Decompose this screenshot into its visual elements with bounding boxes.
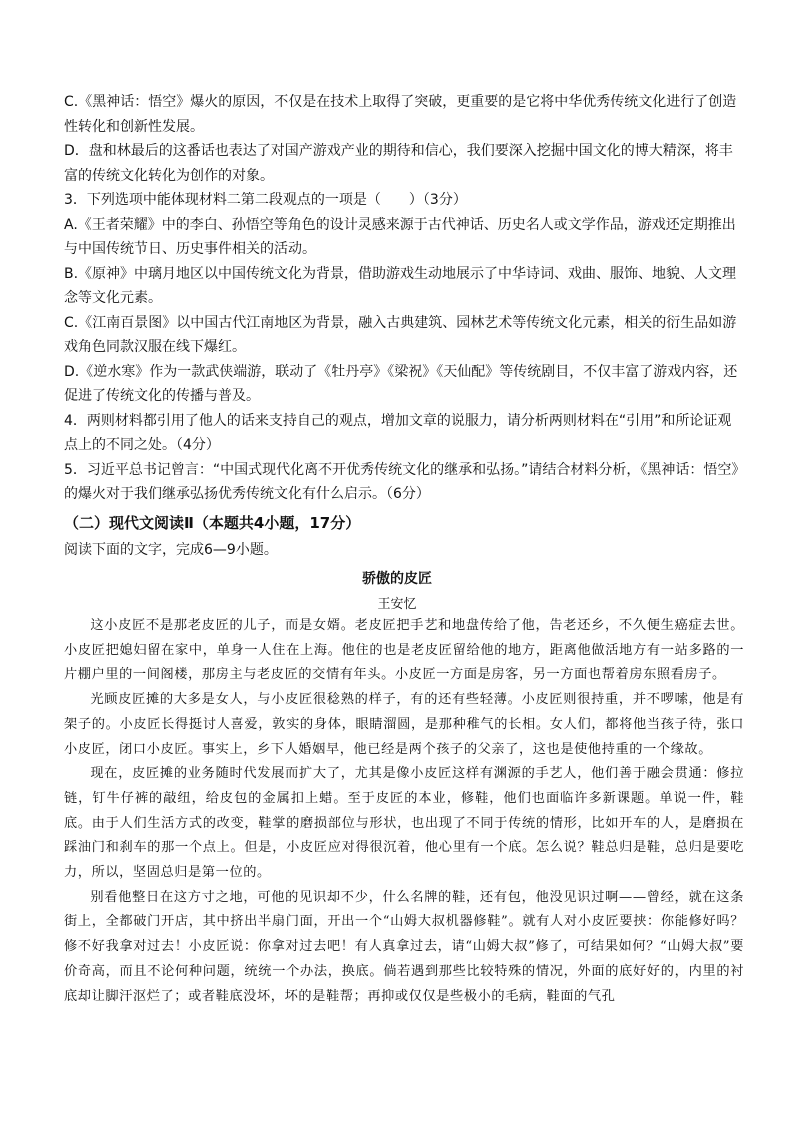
story-author: 王安忆	[377, 597, 417, 612]
story-paragraph: 这小皮匠不是那老皮匠的儿子，而是女婿。老皮匠把手艺和地盘传给了他，告老还乡，不久便生癌症去世。小皮匠把媳妇留在家中，单身一人住在上海。他住的也是老皮匠留给他的地方，距离他做活地方有一站多路的一片棚户里的一间阁楼，那房主与老皮匠的交情有年头。小皮匠一方面是房客，另一方面也帮着房东照看房子。	[64, 618, 744, 683]
section-intro: 阅读下面的文字，完成6—9小题。	[64, 542, 278, 558]
q3-option-c: C.《江南百景图》以中国古代江南地区为背景，融入古典建筑、园林艺术等传统文化元素，相关的衍生品如游戏角色同款汉服在线下爆红。	[64, 314, 737, 355]
q4: 4．两则材料都引用了他人的话来支持自己的观点，增加文章的说服力，请分析两则材料在“引用”和所论证观点上的不同之处。（4分）	[64, 412, 732, 453]
q3-option-d: D.《逆水寒》作为一款武侠端游，联动了《牡丹亭》《梁祝》《天仙配》等传统剧目，不仅丰富了游戏内容，还促进了传统文化的传播与普及。	[64, 363, 738, 404]
q5: 5．习近平总书记曾言：“中国式现代化离不开优秀传统文化的继承和弘扬。”请结合材料分析，《黑神话：悟空》的爆火对于我们继承弘扬优秀传统文化有什么启示。（6分）	[64, 461, 739, 502]
story-paragraph: 现在，皮匠摊的业务随时代发展而扩大了，尤其是像小皮匠这样有渊源的手艺人，他们善于融会贯通：修拉链，钉牛仔裤的敲纽，给皮包的金属扣上蜡。至于皮匠的本业，修鞋，他们也面临许多新课题。单说一件，鞋底。由于人们生活方式的改变，鞋掌的磨损部位与形状，也出现了不同于传统的情形，比如开车的人，是磨损在踩油门和刹车的那一个点上。但是，小皮匠应对得很沉着，他心里有一个底。怎么说？鞋总归是鞋，总归是要吃力，所以，坚固总归是第一位的。	[64, 766, 744, 881]
story-title: 骄傲的皮匠	[362, 571, 432, 587]
q2-option-d: D．盘和林最后的这番话也表达了对国产游戏产业的期待和信心，我们要深入挖掘中国文化的博大精深，将丰富的传统文化转化为创作的对象。	[64, 143, 733, 184]
q3-option-a: A.《王者荣耀》中的李白、孙悟空等角色的设计灵感来源于古代神话、历史名人或文学作品，游戏还定期推出与中国传统节日、历史事件相关的活动。	[64, 216, 736, 257]
story-paragraph: 光顾皮匠摊的大多是女人，与小皮匠很稔熟的样子，有的还有些轻薄。小皮匠则很持重，并不啰嗦，他是有架子的。小皮匠长得挺讨人喜爱，敦实的身体，眼睛溜圆，是那种稚气的长相。女人们，都将他当孩子待，张口小皮匠，闭口小皮匠。事实上，乡下人婚姻早，他已经是两个孩子的父亲了，这也是使他持重的一个缘故。	[64, 692, 744, 757]
story-body	[64, 614, 744, 1009]
q3-option-b: B.《原神》中璃月地区以中国传统文化为背景，借助游戏生动地展示了中华诗词、戏曲、服饰、地貌、人文理念等文化元素。	[64, 265, 737, 306]
section-title: （二）现代文阅读Ⅱ（本题共4小题，17分）	[64, 514, 361, 532]
q2-option-c: C.《黑神话：悟空》爆火的原因，不仅是在技术上取得了突破，更重要的是它将中华优秀传统文化进行了创造性转化和创新性发展。	[64, 94, 737, 135]
story-paragraph: 别看他整日在这方寸之地，可他的见识却不少，什么名牌的鞋，还有包，他没见识过啊——曾经，就在这条街上，全都破门开店，其中挤出半扇门面，开出一个“山姆大叔机器修鞋”。就有人对小皮匠要挟：你能修好吗？修不好我拿对过去！小皮匠说：你拿对过去吧！有人真拿过去，请“山姆大叔”修了，可结果如何？“山姆大叔”要价奇高，而且不论何种问题，统统一个办法，换底。倘若遇到那些比较特殊的情况，外面的底好好的，内里的衬底却让脚汗沤烂了；或者鞋底没坏，坏的是鞋帮；再抑或仅仅是些极小的毛病，鞋面的气孔	[64, 889, 744, 1004]
q3-stem: 3．下列选项中能体现材料二第二段观点的一项是（ ）（3分）	[64, 192, 467, 208]
question-block-top	[64, 90, 744, 507]
